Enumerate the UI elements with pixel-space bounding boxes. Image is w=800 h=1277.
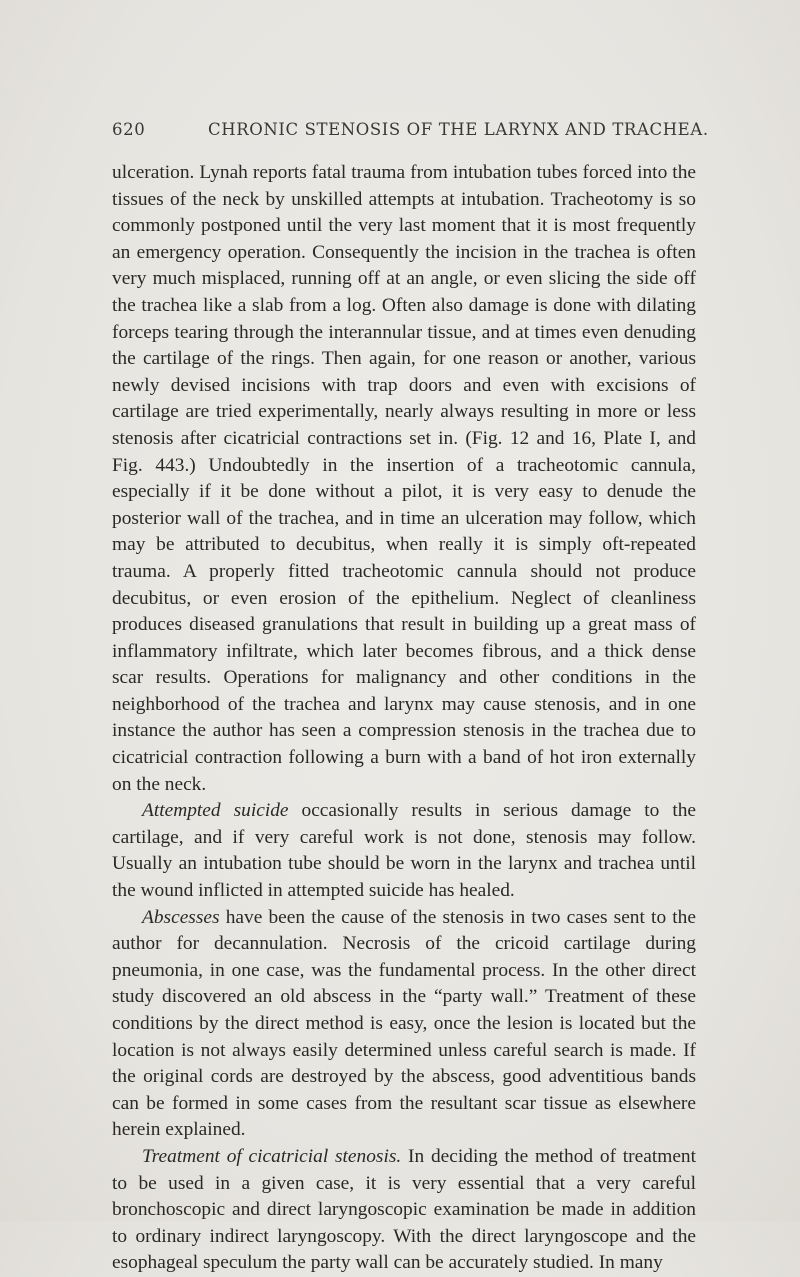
body-text: [112, 160, 696, 1277]
paragraph-text: ulceration. Lynah reports fatal trauma from intubation tubes forced into the tissues of the neck by unskilled attempts at intubation. Tracheotomy is so commonly postponed until the very last moment that it is most frequently an emergency operation. Consequently the incision in the trachea is often very much misplaced, running off at an angle, or even slicing the side off the trachea like a slab from a log. Often also damage is done with dilating forceps tearing through the interannular tissue, and at times even denuding the cartilage of the rings. Then again, for one reason or another, various newly devised incisions with trap doors and even with excisions of cartilage are tried experimentally, nearly always resulting in more or less stenosis after cicatricial contractions set in. (Fig. 12 and 16, Plate I, and Fig. 443.) Undoubtedly in the insertion of a tracheotomic cannula, especially if it be done without a pilot, it is very easy to denude the posterior wall of the trachea, and in time an ulceration may follow, which may be attributed to decubitus, when really it is simply oft-repeated trauma. A properly fitted tracheotomic cannula should not produce decubitus, or even erosion of the epithelium. Neglect of cleanliness produces diseased granulations that result in building up a great mass of inflammatory infiltrate, which later becomes fibrous, and a thick dense scar results. Operations for malignancy and other conditions in the neighborhood of the trachea and larynx may cause stenosis, and in one instance the author has seen a compression stenosis in the trachea due to cicatricial contraction following a burn with a band of hot iron externally on the neck.: [112, 162, 696, 795]
paragraph-text: occasionally results in serious damage to the cartilage, and if very careful work is not done, stenosis may follow. Usually an intubation tube should be worn in the larynx and trachea until the wound inflicted in attempted suicide has healed.: [112, 800, 697, 902]
paragraph-text: have been the cause of the stenosis in two cases sent to the author for decannulation. Necrosis of the cricoid cartilage during pneumonia, in one case, was the fundamental process. In the other direct study discovered an old abscess in the “party wall.” Treatment of these conditions by the direct method is easy, once the lesion is located but the location is not always easily determined unless careful search is made. If the original cords are destroyed by the abscess, good adventitious bands can be formed in some cases from the resultant scar tissue as elsewhere herein explained.: [112, 906, 696, 1141]
paragraph-text: In deciding the method of treatment to be used in a given case, it is very essential that a very careful bronchoscopic and direct laryngoscopic examination be made in addition to ordinary indirect laryngoscopy. With the direct laryngoscope and the esophageal speculum the party wall can be accurately studied. In many: [112, 1145, 697, 1274]
paragraph: [112, 160, 696, 798]
paragraph-lead: Treatment of cicatricial stenosis.: [142, 1145, 402, 1167]
paragraph: [112, 905, 696, 1144]
paragraph-lead: Abscesses: [142, 906, 220, 928]
paragraph-lead: Attempted suicide: [142, 800, 289, 822]
paragraph: [112, 798, 696, 904]
running-header: [112, 120, 712, 139]
running-title: CHRONIC STENOSIS OF THE LARYNX AND TRACHEA.: [208, 120, 709, 139]
page-number: 620: [112, 120, 146, 139]
paragraph: [112, 1144, 696, 1277]
